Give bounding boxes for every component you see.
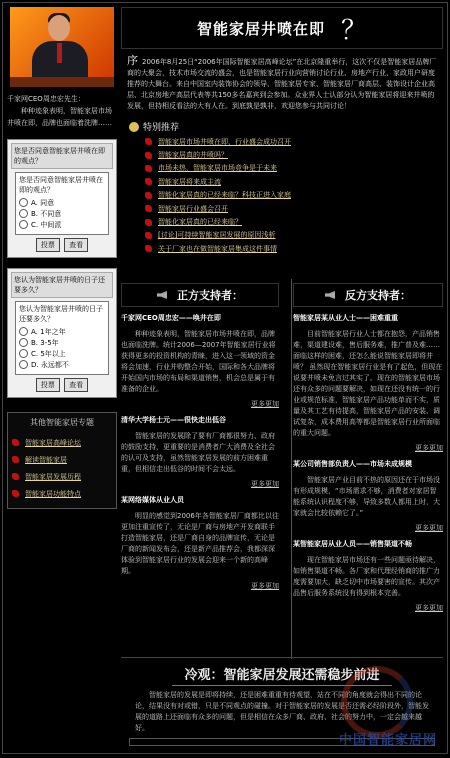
recommend-list [145,135,443,256]
bullet-icon [12,490,19,497]
radio-icon[interactable] [19,349,28,358]
site-watermark: 中国智能家居网 [338,733,437,748]
option-label: B. 不同意 [31,209,62,218]
article-title: 千家网CEO周忠宏——唤井在即 [121,314,221,322]
bullet-icon [145,219,152,226]
article-body: 明显的感觉到2006年各智能家居厂商都比以往更加注重宣传了，无论是厂商与房地产开发商联手打造智能家居，还是厂商自身的品牌宣传，无论是厂商的新闻发布会，还是新产品推荐会，我都深深体验到智能家居行业的发展会迎来一个新的高峰期。 [121,512,279,575]
recommend-item[interactable] [145,215,443,228]
recommend-link[interactable]: 智能化家居真的已经来临？科技正进入家庭 [158,191,291,200]
radio-icon[interactable] [19,220,28,229]
bullet-icon [145,138,152,145]
poll-timeline-header: 您认为智能家居井喷的日子还要多久？ [11,272,113,298]
article-title: 某公司销售部负责人——市场未成规模 [293,460,412,468]
recommend-link[interactable]: 关于厂家也在做智能家居集成这件事情 [158,244,277,253]
preface-lead: 序 [127,54,138,67]
article-title: 智能家居某从业人士——困难重重 [293,314,398,322]
poll-timeline-question: 您认为智能家居井喷的日子还要多久？ [19,305,103,323]
poll-agree-header: 您是否同意智能家居井喷在即的观点？ [11,143,113,169]
option-label: B. 3-5年 [31,338,59,347]
bullet-icon [12,439,19,446]
article-title: 某网络媒体从业人员 [121,496,184,504]
page [2,2,448,754]
bullet-icon [12,473,19,480]
vote-button[interactable]: 投票 [36,238,60,252]
option-label: A. 1年之年 [31,327,66,336]
article-body: 种种迹象表明，智能家居市场井喷在即，品牌也面临洗牌。统计2006—2007年智能家居行业将获得更多的投资机构的青睐，进入这一领域的资金将会加速，行业并购整合开始，国际和各大品牌将开始国内市场的布局和渠道销售，机会总是属于有准备的企业。 [121,330,276,393]
poll-agree-option-a[interactable] [19,197,105,208]
bullet-icon [145,192,152,199]
pro-article [121,415,279,489]
other-topic-link[interactable] [12,485,112,502]
recommend-item[interactable] [145,135,443,148]
other-topics [7,412,117,509]
recommend-item[interactable] [145,162,443,175]
more-link[interactable]: 更多更加 [251,582,279,590]
poll-agree-buttons [11,238,113,252]
poll-agree-option-b[interactable] [19,208,105,219]
option-label: C. 中间派 [31,220,62,229]
photo-tie [57,43,62,63]
other-topic-link[interactable] [12,434,112,451]
watermark-logo-icon [341,666,413,738]
poll-agree-question: 您是否同意智能家居井喷在即的观点？ [19,176,103,194]
con-column [293,283,443,613]
recommend-link[interactable]: 智能家居市场井喷在即，行业盛会成功召开 [158,137,291,146]
bullet-icon [145,205,152,212]
bullet-icon [145,232,152,239]
pro-header [121,283,279,307]
other-topic-link[interactable] [12,451,112,468]
option-label: A. 同意 [31,198,55,207]
recommend-item[interactable] [145,148,443,161]
question-mark-icon: ？ [341,15,368,46]
radio-icon[interactable] [19,209,28,218]
poll-timeline-option-d[interactable] [19,359,105,370]
other-topic-link[interactable] [12,468,112,485]
page-title: 智能家居井喷在即 [196,19,325,38]
recommend-link[interactable]: 智能家居真的井喷吗？ [158,151,228,160]
main-column [121,7,443,612]
article-body: 智能家居产业目前不热的原因还在于市场没有形成规模，“市场需求不够，消费者对家居智能系统认识程度不够，导致多数人都用上时，大家就会比较依赖它了。” [293,476,440,517]
topic-link[interactable]: 智能家居功能特点 [25,489,81,498]
radio-icon[interactable] [19,198,28,207]
speaker-icon [157,291,167,299]
ceo-intro-text: 千家网CEO周忠宏先生： 种种迹象表明，智能家居市场井喷在即，品牌也面临着洗牌…… [7,95,112,127]
column-divider [291,279,292,659]
page-header [121,7,443,49]
topic-link[interactable]: 智能家居高峰论坛 [25,438,81,447]
recommend-item[interactable] [145,242,443,255]
more-link[interactable]: 更多更加 [415,604,443,612]
pro-article [121,313,279,409]
con-article [293,539,443,613]
bullet-icon [145,165,152,172]
con-header [293,283,443,307]
topic-link[interactable]: 智能家居发展历程 [25,472,81,481]
vote-button[interactable]: 投票 [36,378,60,392]
poll-timeline-form [15,301,109,375]
radio-icon[interactable] [19,327,28,336]
bullet-icon [145,245,152,252]
other-topics-title: 其他智能家居专题 [30,418,94,427]
conclusion-section [121,657,443,752]
recommend-item[interactable] [145,189,443,202]
preface [121,55,443,112]
more-link[interactable]: 更多更加 [415,444,443,452]
radio-icon[interactable] [19,338,28,347]
article-title: 某智能家居从业人员——销售渠道不畅 [293,540,412,548]
more-link[interactable]: 更多更加 [415,524,443,532]
recommend-link[interactable]: 智能家居行业盛会召开 [158,204,228,213]
conclusion-body: 智能家居的发展是即将持续，还是困难重重有待观望，站在不同的角度就会得出不同的论论，结果没有对或错，只是不同观点的碰撞。对于智能家居的发展是否还需必经阶段外，智能发展的道路上还面临有众多的问题，但是相信在众多厂商、政府、社会的努力中，一定会越来越好。 [135,691,429,732]
view-results-button[interactable]: 查看 [64,238,88,252]
conclusion-title: 冷观：智能家居发展还需稳步前进 [184,668,380,683]
recommend-item[interactable] [145,229,443,242]
topic-link[interactable]: 解读智能家居 [25,455,67,464]
more-link[interactable]: 更多更加 [251,400,279,408]
recommend-item[interactable] [145,175,443,188]
ceo-intro [7,93,117,129]
pro-article [121,495,279,591]
bullet-icon [12,456,19,463]
recommend-header [129,120,443,133]
recommend-link[interactable]: 智能家居将来成主流 [158,177,221,186]
con-title: 反方支持者： [345,289,411,302]
preface-text: 2006年8月25日“2006年国际智能家居高峰论坛”在北京隆重举行，这次不仅是智能家居品牌厂商的大聚会，技术市场交流的盛会，也是智能家居行业向营销讨论行业、房地产行业、家政用户研度推荐的大舞台。来自中国室内装饰协会的领导、智能家居专家、智能家居厂商高层、装饰设计企业高层、北京房地产高层代表等共150多名嘉宾到会参加。众业界人士认部分认为智能家居将迎来井喷的发展，但持相反看法的大有人在。到底孰是孰非，欢迎您参与共同讨论！ [127,58,437,110]
pro-column [121,283,279,591]
con-article [293,459,443,533]
recommend-link[interactable]: 智能化家居真的已经来临？ [158,218,242,227]
recommend-title: 特别推荐 [143,123,180,133]
poll-agree-option-c[interactable] [19,219,105,230]
left-column [7,7,117,509]
poll-timeline-option-c[interactable] [19,348,105,359]
poll-agree [7,139,117,258]
article-title: 清华大学杨士元——很快走出低谷 [121,416,226,424]
con-article [293,313,443,453]
radio-icon[interactable] [19,360,28,369]
option-label: C. 5年以上 [31,349,66,358]
bullet-icon [145,152,152,159]
bulb-icon [129,122,139,132]
article-body: 智能家居的发展除了要有厂商都很努力、政府的鼓励支持，更重要的是消费者广大消费及全社会的认可及支持，虽然智能家居发展的前方困难重重，但相信走出低谷的时间不会太远。 [121,432,275,473]
poll-timeline-option-a[interactable] [19,326,105,337]
photo-desk [10,77,114,87]
recommend-link[interactable]: 市场未热，智能家居市场竞争是于未来 [158,164,277,173]
recommend-item[interactable] [145,202,443,215]
poll-timeline [7,268,117,398]
poll-timeline-buttons [11,378,113,392]
article-body: 目前智能家居行业人士都在抱怨，产品销售难，渠道建设难，售后服务难，推广普及难……面临这样的困难，还怎么能说智能家居即将井喷？ 虽然现在智能家居行业是有了起色，但现在说要井喷未免言过其实了。现在的智能家居市场还有众多的问题要解决，如现在还没有统一的行业或规范标准，智能家居产品功能单而不实，质量及其工艺有待提高，智能家居产品的安装、调试复杂，成本费用高等都是智能家居行业所面临的重大问题。 [293,330,443,437]
speaker-icon [325,291,335,299]
ceo-photo [10,7,114,87]
option-label: D. 永远都不 [31,360,69,369]
view-results-button[interactable]: 查看 [64,378,88,392]
article-body: 现在智能家居市场还有一些问题亟待解决，如销售渠道不畅。各厂家和代理经销商的推广力度需要加大，缺乏切中市场要害的宣传。其次产品售后服务系统没有得到根本完善。 [293,556,440,597]
poll-timeline-option-b[interactable] [19,337,105,348]
photo-head [48,15,70,41]
more-link[interactable]: 更多更加 [251,480,279,488]
pro-title: 正方支持者： [177,289,243,302]
bullet-icon [145,178,152,185]
recommend-link[interactable]: [讨论]可持续智能家居发展的原因浅析 [158,231,276,240]
poll-agree-form [15,172,109,235]
